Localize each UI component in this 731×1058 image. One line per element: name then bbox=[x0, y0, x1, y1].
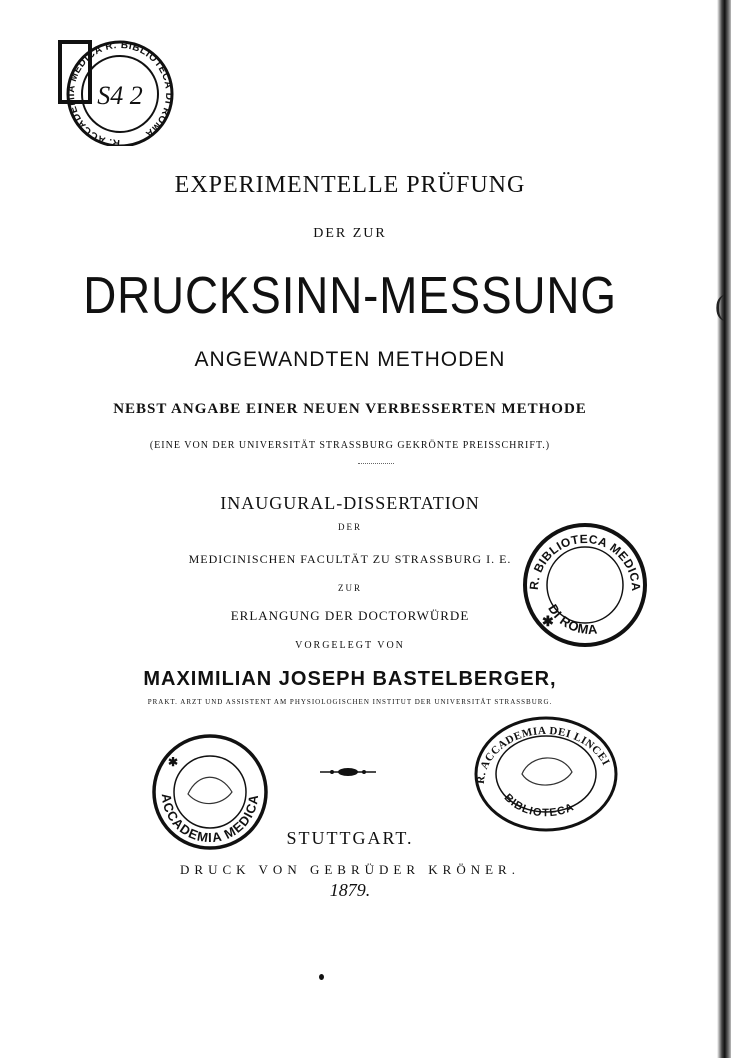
imprint-city: STUTTGART. bbox=[286, 828, 414, 848]
separator-rule bbox=[358, 463, 394, 465]
stamp-ring-text-bottom: BIBLIOTECA bbox=[501, 791, 577, 820]
shelfmark-label: S4 2 bbox=[97, 81, 143, 110]
imprint-printer: DRUCK VON GEBRÜDER KRÖNER. bbox=[180, 862, 520, 877]
imprint-year: 1879. bbox=[329, 880, 371, 900]
stamp-ring-text: ACCADEMIA MEDICA bbox=[158, 792, 262, 846]
subtitle-line-2: (EINE VON DER UNIVERSITÄT STRASSBURG GEKRÖNTE PREISSCHRIFT.) bbox=[149, 440, 551, 451]
stamp-ring-text-top: R. BIBLIOTECA MEDICA bbox=[526, 531, 644, 592]
author-role: PRAKT. ARZT UND ASSISTENT AM PHYSIOLOGISCHEN INSTITUT DER UNIVERSITÄT STRASSBURG. bbox=[147, 698, 553, 706]
presented-by-line: VORGELEGT VON bbox=[295, 640, 405, 651]
title-line-4: ANGEWANDTEN METHODEN bbox=[194, 348, 506, 371]
svg-text:BIBLIOTECA bbox=[502, 792, 577, 820]
title-line-1: EXPERIMENTELLE PRÜFUNG bbox=[174, 172, 526, 198]
connector-zur: ZUR bbox=[338, 583, 362, 593]
ink-dot bbox=[319, 974, 324, 980]
purpose-line: ERLANGUNG DER DOCTORWÜRDE bbox=[230, 608, 470, 623]
dissertation-label: INAUGURAL-DISSERTATION bbox=[220, 493, 480, 513]
stamp-ring-text: R. ACCADEMIA MEDICA R. BIBLIOTECA DI ROMA bbox=[65, 39, 175, 146]
ornament-divider bbox=[318, 764, 378, 780]
stamp-ring-text-top: R. ACCADEMIA DEI LINCEI bbox=[474, 724, 612, 785]
library-stamp-bottom-right bbox=[470, 714, 620, 834]
star-icon: ✱ bbox=[168, 755, 179, 769]
connector-der: DER bbox=[338, 522, 362, 532]
subtitle-line-1: NEBST ANGABE EINER NEUEN VERBESSERTEN METHODE bbox=[113, 401, 587, 417]
page-edge-shadow bbox=[717, 0, 731, 1058]
author-name: MAXIMILIAN JOSEPH BASTELBERGER, bbox=[143, 668, 557, 690]
library-stamp-top-left bbox=[56, 36, 182, 146]
stamp-ring-text-bottom: DI ROMA bbox=[545, 601, 599, 638]
star-icon: ✱ bbox=[542, 615, 554, 630]
title-line-2: DER ZUR bbox=[313, 226, 387, 241]
margin-bracket-mark: ( bbox=[715, 289, 725, 322]
main-title: DRUCKSINN-MESSUNG bbox=[83, 267, 617, 325]
faculty-line: MEDICINISCHEN FACULTÄT ZU STRASSBURG I. E. bbox=[188, 552, 512, 566]
